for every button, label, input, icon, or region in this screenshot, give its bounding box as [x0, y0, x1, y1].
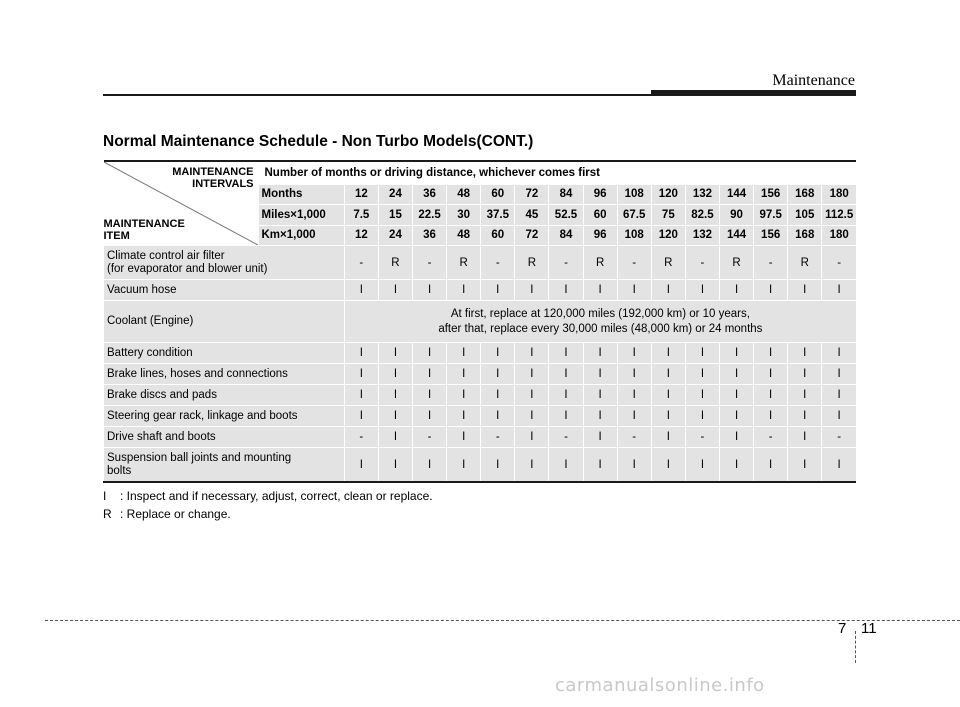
interval-value: 90 [719, 205, 753, 225]
legend-inspect [103, 489, 433, 503]
maintenance-item-name [104, 364, 345, 385]
schedule-cell: I [378, 406, 412, 427]
maintenance-item-name [104, 427, 345, 448]
intervals-label: MAINTENANCE INTERVALS [172, 166, 254, 190]
note-line: after that, replace every 30,000 miles (48,000 km) or 24 months [438, 322, 763, 335]
watermark: carmanualsonline.info [555, 675, 765, 696]
schedule-cell: I [583, 406, 617, 427]
schedule-cell: R [719, 246, 753, 280]
interval-value: 12 [344, 225, 378, 246]
schedule-cell: I [788, 343, 822, 364]
interval-value: 37.5 [481, 205, 515, 225]
interval-value: 180 [822, 225, 856, 246]
interval-row-label: Miles×1,000 [258, 205, 344, 225]
schedule-cell: I [515, 427, 549, 448]
schedule-cell: I [413, 385, 447, 406]
schedule-cell: I [583, 364, 617, 385]
schedule-cell: - [549, 427, 583, 448]
schedule-cell: - [481, 427, 515, 448]
schedule-cell: I [754, 364, 788, 385]
schedule-cell: - [481, 246, 515, 280]
chapter-number: 7 [838, 620, 847, 637]
interval-value: 7.5 [344, 205, 378, 225]
interval-value: 168 [788, 185, 822, 205]
schedule-cell: I [617, 406, 651, 427]
schedule-cell: I [413, 448, 447, 483]
section-title: Maintenance [772, 72, 855, 89]
schedule-cell: - [754, 427, 788, 448]
schedule-cell: - [685, 427, 719, 448]
interval-value: 156 [754, 185, 788, 205]
schedule-cell: I [822, 385, 856, 406]
schedule-cell: I [549, 448, 583, 483]
interval-row-label: Km×1,000 [258, 225, 344, 246]
table-corner-header [104, 161, 259, 246]
schedule-cell: I [719, 343, 753, 364]
schedule-cell: I [685, 280, 719, 301]
schedule-cell: - [344, 246, 378, 280]
schedule-cell: I [788, 448, 822, 483]
schedule-cell: I [515, 364, 549, 385]
schedule-cell: I [617, 364, 651, 385]
schedule-cell: I [447, 280, 481, 301]
schedule-cell: - [344, 427, 378, 448]
schedule-cell: I [583, 427, 617, 448]
interval-value: 132 [685, 225, 719, 246]
interval-value: 144 [719, 185, 753, 205]
maintenance-item-name [104, 280, 345, 301]
interval-value: 72 [515, 225, 549, 246]
interval-value: 24 [378, 225, 412, 246]
maintenance-item-name [104, 448, 345, 483]
schedule-cell: I [583, 448, 617, 483]
schedule-cell: I [378, 385, 412, 406]
schedule-cell: I [515, 385, 549, 406]
table-row [104, 448, 857, 483]
coolant-interval-note [344, 301, 856, 343]
schedule-cell: I [515, 448, 549, 483]
schedule-cell: I [685, 406, 719, 427]
legend-key: I [103, 489, 107, 503]
note-line: At first, replace at 120,000 miles (192,000 km) or 10 years, [450, 307, 750, 320]
schedule-cell: I [617, 343, 651, 364]
item-name-line: Drive shaft and boots [107, 430, 216, 443]
schedule-cell: I [651, 280, 685, 301]
footer-dashed-rule [45, 620, 960, 621]
schedule-cell: I [413, 406, 447, 427]
interval-value: 96 [583, 185, 617, 205]
item-name-line: Brake discs and pads [107, 388, 217, 401]
schedule-cell: R [378, 246, 412, 280]
schedule-cell: I [719, 385, 753, 406]
schedule-cell: - [617, 427, 651, 448]
schedule-cell: I [344, 364, 378, 385]
schedule-cell: - [754, 246, 788, 280]
schedule-cell: I [481, 364, 515, 385]
schedule-cell: I [413, 343, 447, 364]
item-name-line: Coolant (Engine) [107, 315, 194, 327]
schedule-cell: I [378, 343, 412, 364]
item-name-line: Climate control air filter [107, 249, 225, 262]
schedule-cell: I [651, 406, 685, 427]
interval-header: Number of months or driving distance, whichever comes first [258, 161, 856, 185]
interval-value: 48 [447, 225, 481, 246]
schedule-cell: I [788, 406, 822, 427]
page-number: 11 [861, 620, 877, 637]
schedule-cell: I [617, 280, 651, 301]
maintenance-item-name [104, 343, 345, 364]
schedule-cell: R [651, 246, 685, 280]
schedule-cell: I [719, 448, 753, 483]
interval-value: 45 [515, 205, 549, 225]
interval-value: 15 [378, 205, 412, 225]
interval-value: 96 [583, 225, 617, 246]
schedule-cell: I [685, 385, 719, 406]
schedule-cell: I [481, 406, 515, 427]
schedule-cell: I [651, 364, 685, 385]
schedule-cell: I [719, 406, 753, 427]
schedule-cell: I [651, 448, 685, 483]
schedule-cell: I [822, 280, 856, 301]
schedule-cell: I [685, 343, 719, 364]
interval-value: 112.5 [822, 205, 856, 225]
interval-value: 36 [413, 225, 447, 246]
schedule-cell: I [754, 343, 788, 364]
interval-value: 108 [617, 185, 651, 205]
schedule-cell: - [413, 427, 447, 448]
interval-value: 84 [549, 185, 583, 205]
interval-value: 168 [788, 225, 822, 246]
schedule-cell: I [754, 406, 788, 427]
schedule-cell: I [719, 280, 753, 301]
schedule-cell: I [549, 406, 583, 427]
schedule-cell: I [788, 364, 822, 385]
schedule-cell: I [651, 427, 685, 448]
schedule-cell: I [515, 343, 549, 364]
legend-text: : Inspect and if necessary, adjust, correct, clean or replace. [120, 489, 433, 503]
interval-value: 36 [413, 185, 447, 205]
item-name-line: bolts [107, 464, 132, 477]
item-label: MAINTENANCE ITEM [103, 218, 185, 242]
schedule-cell: I [378, 364, 412, 385]
interval-value: 84 [549, 225, 583, 246]
schedule-cell: I [617, 385, 651, 406]
interval-value: 144 [719, 225, 753, 246]
schedule-cell: I [344, 406, 378, 427]
schedule-cell: I [481, 385, 515, 406]
maintenance-schedule-table [103, 160, 856, 483]
legend-key: R [103, 507, 112, 521]
schedule-cell: R [788, 246, 822, 280]
table-row [104, 406, 857, 427]
schedule-cell: I [378, 448, 412, 483]
interval-value: 180 [822, 185, 856, 205]
interval-value: 60 [481, 225, 515, 246]
interval-value: 97.5 [754, 205, 788, 225]
schedule-cell: I [481, 343, 515, 364]
schedule-cell: - [822, 246, 856, 280]
schedule-cell: I [822, 343, 856, 364]
interval-value: 24 [378, 185, 412, 205]
schedule-cell: I [822, 448, 856, 483]
schedule-cell: I [344, 343, 378, 364]
interval-value: 75 [651, 205, 685, 225]
header-rule [103, 94, 651, 96]
interval-value: 120 [651, 185, 685, 205]
schedule-cell: I [617, 448, 651, 483]
item-name-line: (for evaporator and blower unit) [107, 262, 268, 275]
schedule-cell: I [549, 343, 583, 364]
schedule-cell: I [788, 385, 822, 406]
table-row [104, 280, 857, 301]
table-row [104, 301, 857, 343]
legend-text: : Replace or change. [120, 507, 231, 521]
schedule-cell: I [549, 280, 583, 301]
schedule-cell: - [685, 246, 719, 280]
schedule-cell: I [447, 364, 481, 385]
interval-value: 156 [754, 225, 788, 246]
interval-value: 60 [583, 205, 617, 225]
schedule-cell: I [719, 427, 753, 448]
item-name-line: Steering gear rack, linkage and boots [107, 409, 298, 422]
schedule-cell: I [583, 385, 617, 406]
table-row [104, 427, 857, 448]
table-row [104, 364, 857, 385]
legend-replace [103, 507, 231, 521]
footer-page-divider [855, 631, 856, 663]
maintenance-item-name [104, 301, 345, 343]
item-name-line: Vacuum hose [107, 283, 177, 296]
interval-value: 105 [788, 205, 822, 225]
schedule-cell: I [754, 280, 788, 301]
schedule-cell: I [447, 385, 481, 406]
schedule-cell: I [719, 364, 753, 385]
schedule-cell: I [788, 427, 822, 448]
schedule-cell: I [651, 343, 685, 364]
schedule-cell: I [515, 406, 549, 427]
interval-value: 132 [685, 185, 719, 205]
header-rule-accent [651, 90, 856, 96]
interval-value: 22.5 [413, 205, 447, 225]
schedule-cell: R [515, 246, 549, 280]
schedule-cell: I [344, 448, 378, 483]
schedule-cell: I [788, 280, 822, 301]
interval-value: 48 [447, 185, 481, 205]
interval-value: 72 [515, 185, 549, 205]
interval-value: 108 [617, 225, 651, 246]
interval-value: 12 [344, 185, 378, 205]
schedule-cell: - [549, 246, 583, 280]
schedule-cell: I [413, 364, 447, 385]
schedule-cell: I [685, 364, 719, 385]
table-row [104, 343, 857, 364]
schedule-cell: I [344, 280, 378, 301]
schedule-cell: I [754, 448, 788, 483]
schedule-cell: I [822, 364, 856, 385]
maintenance-item-name [104, 385, 345, 406]
interval-value: 82.5 [685, 205, 719, 225]
interval-value: 30 [447, 205, 481, 225]
schedule-cell: - [413, 246, 447, 280]
schedule-cell: I [447, 448, 481, 483]
schedule-cell: I [515, 280, 549, 301]
schedule-cell: R [583, 246, 617, 280]
interval-value: 52.5 [549, 205, 583, 225]
schedule-cell: I [447, 343, 481, 364]
page-heading: Normal Maintenance Schedule - Non Turbo Models(CONT.) [103, 133, 534, 150]
schedule-cell: I [447, 406, 481, 427]
schedule-cell: I [651, 385, 685, 406]
schedule-cell: I [447, 427, 481, 448]
item-name-line: Brake lines, hoses and connections [107, 367, 288, 380]
maintenance-item-name [104, 246, 345, 280]
schedule-cell: - [822, 427, 856, 448]
schedule-cell: I [378, 427, 412, 448]
schedule-cell: I [549, 364, 583, 385]
table-row [104, 385, 857, 406]
item-name-line: Battery condition [107, 346, 193, 359]
interval-row-label: Months [258, 185, 344, 205]
schedule-cell: I [583, 280, 617, 301]
table-row [104, 246, 857, 280]
schedule-cell: R [447, 246, 481, 280]
interval-value: 120 [651, 225, 685, 246]
schedule-cell: I [549, 385, 583, 406]
schedule-cell: I [378, 280, 412, 301]
schedule-cell: - [617, 246, 651, 280]
interval-value: 60 [481, 185, 515, 205]
schedule-cell: I [754, 385, 788, 406]
schedule-cell: I [413, 280, 447, 301]
schedule-cell: I [481, 280, 515, 301]
maintenance-item-name [104, 406, 345, 427]
item-name-line: Suspension ball joints and mounting [107, 451, 292, 464]
schedule-cell: I [583, 343, 617, 364]
schedule-cell: I [685, 448, 719, 483]
interval-value: 67.5 [617, 205, 651, 225]
schedule-cell: I [481, 448, 515, 483]
schedule-cell: I [344, 385, 378, 406]
schedule-cell: I [822, 406, 856, 427]
